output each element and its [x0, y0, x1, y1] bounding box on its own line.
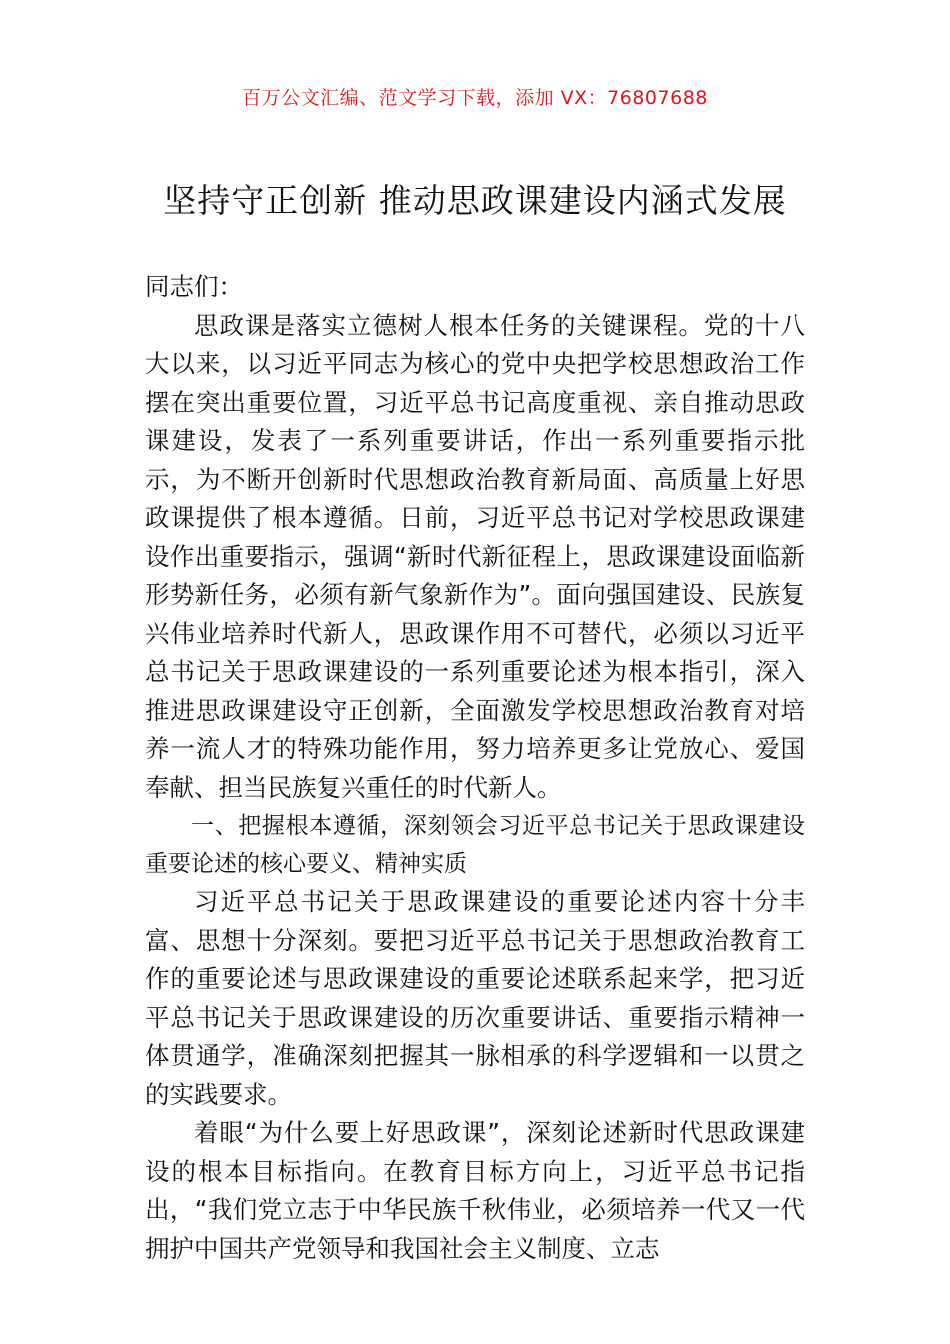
salutation: 同志们：	[145, 272, 243, 301]
paragraph-section-1: 习近平总书记关于思政课建设的重要论述内容十分丰富、思想十分深刻。要把习近平总书记关于思想政治教育工作的重要论述与思政课建设的重要论述联系起来学，把习近平总书记关于思政课建设的历次重要讲话、重要指示精神一体贯通学，准确深刻把握其一脉相承的科学逻辑和一以贯之的实践要求。	[145, 887, 805, 1109]
document-body	[145, 268, 805, 1268]
section-heading-1: 一、把握根本遵循，深刻领会习近平总书记关于思政课建设重要论述的核心要义、精神实质	[145, 813, 805, 877]
paragraph-why-courses: 着眼“为什么要上好思政课”，深刻论述新时代思政课建设的根本目标指向。在教育目标方向上，习近平总书记指出，“我们党立志于中华民族千秋伟业，必须培养一代又一代拥护中国共产党领导和我国社会主义制度、立志	[145, 1118, 805, 1263]
document-title: 坚持守正创新 推动思政课建设内涵式发展	[163, 181, 787, 220]
header-note: 百万公文汇编、范文学习下载，添加 VX：76807688	[242, 87, 708, 109]
paragraph-intro: 思政课是落实立德树人根本任务的关键课程。党的十八大以来，以习近平同志为核心的党中央把学校思想政治工作摆在突出重要位置，习近平总书记高度重视、亲自推动思政课建设，发表了一系列重要讲话，作出一系列重要指示批示，为不断开创新时代思想政治教育新局面、高质量上好思政课提供了根本遵循。日前，习近平总书记对学校思政课建设作出重要指示，强调“新时代新征程上，思政课建设面临新形势新任务，必须有新气象新作为”。面向强国建设、民族复兴伟业培养时代新人，思政课作用不可替代，必须以习近平总书记关于思政课建设的一系列重要论述为根本指引，深入推进思政课建设守正创新，全面激发学校思想政治教育对培养一流人才的特殊功能作用，努力培养更多让党放心、爱国奉献、担当民族复兴重任的时代新人。	[145, 310, 805, 802]
